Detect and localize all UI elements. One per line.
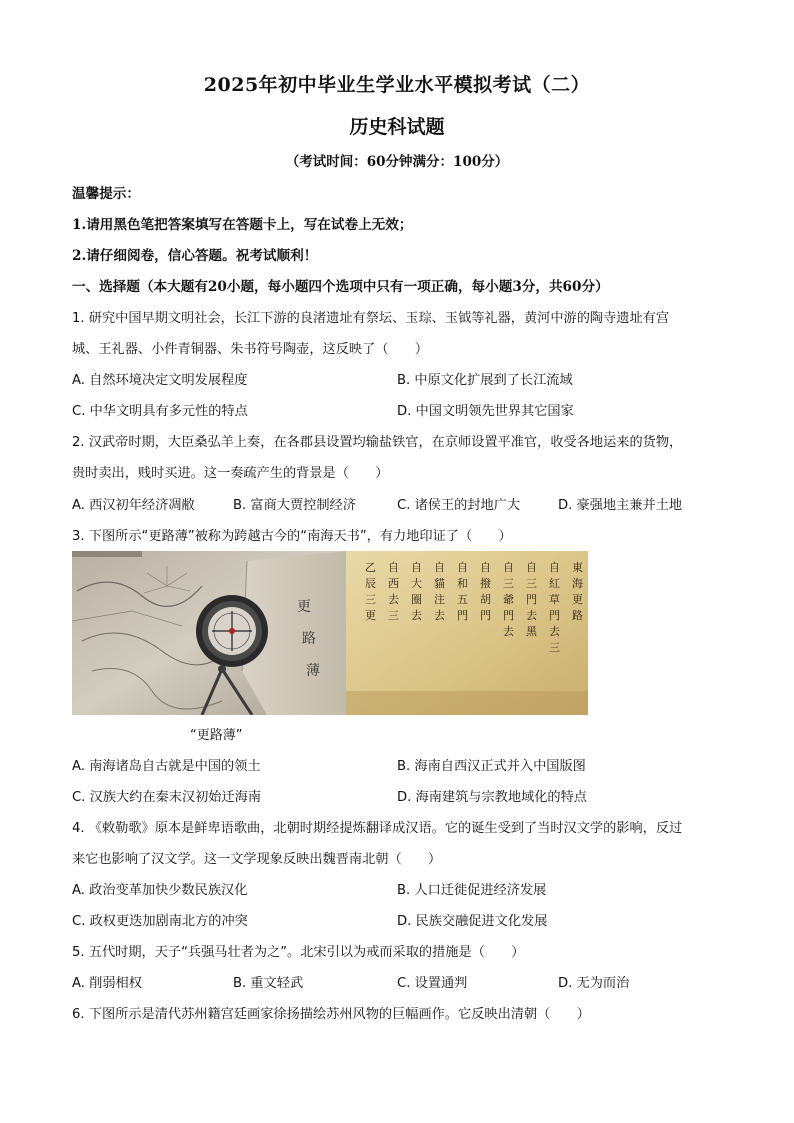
tip-item: 1.请用黑色笔把答案填写在答题卡上，写在试卷上无效； [72,217,413,233]
question-4-option-b: B. 人口迁徙促进经济发展 [397,883,547,898]
question-1-line: 城、王礼器、小件青铜器、朱书符号陶壶，这反映了（ ） [72,342,429,357]
figure-caption: “更路薄” [190,728,243,743]
manuscript-photo [346,551,588,715]
question-2-line: 2. 汉武帝时期，大臣桑弘羊上奏，在各郡县设置均输盐铁官，在京师设置平准官，收受各地运来的货物， [72,435,683,450]
question-4-option-c: C. 政权更迭加剧南北方的冲突 [72,914,248,929]
manuscript-column: 乙辰三更 [365,561,376,622]
manuscript-illustration [346,551,588,715]
manuscript-column: 自和五門 [457,561,468,622]
question-4-option-a: A. 政治变革加快少数民族汉化 [72,883,248,898]
manuscript-column: 自大圈去 [411,561,422,622]
tips-heading: 温馨提示： [72,186,140,202]
manuscript-column: 東海更路 [572,561,583,622]
question-2-option-a: A. 西汉初年经济凋敝 [72,498,195,513]
question-5-option-a: A. 削弱相权 [72,976,142,991]
question-1-option-d: D. 中国文明领先世界其它国家 [397,404,574,419]
question-5-option-c: C. 设置通判 [397,976,468,991]
question-1-option-c: C. 中华文明具有多元性的特点 [72,404,248,419]
question-5-line: 5. 五代时期，天子“兵强马壮者为之”。北宋引以为戒而采取的措施是（ ） [72,945,525,960]
question-3-option-a: A. 南海诸岛自古就是中国的领土 [72,759,261,774]
question-4-line: 来它也影响了汉文学。这一文学现象反映出魏晋南北朝（ ） [72,852,442,867]
manuscript-column: 自西去三 [388,561,399,622]
question-1-line: 1. 研究中国早期文明社会，长江下游的良渚遗址有祭坛、玉琮、玉钺等礼器，黄河中游的陶寺遗址有宫 [72,311,670,326]
question-5-option-b: B. 重文轻武 [233,976,304,991]
question-3-option-d: D. 海南建筑与宗教地域化的特点 [397,790,587,805]
question-4-line: 4. 《敕勒歌》原本是鲜卑语歌曲，北朝时期经提炼翻译成汉语。它的诞生受到了当时汉文学的影响，反过 [72,821,683,836]
gengLubu-photo [72,551,346,715]
manuscript-column: 自貓注去 [434,561,445,622]
manuscript-column: 自撥胡門 [480,561,491,622]
book-title-char: 薄 [306,663,320,679]
subject-title: 历史科试题 [349,116,445,138]
manuscript-column: 自三門去黑 [526,561,537,638]
map-compass-illustration [72,551,346,715]
tip-item: 2.请仔细阅卷，信心答题。祝考试顺利！ [72,248,318,264]
question-4-option-d: D. 民族交融促进文化发展 [397,914,548,929]
exam-info: （考试时间：60分钟满分：100分） [285,154,509,170]
section-heading: 一、选择题（本大题有20小题，每小题四个选项中只有一项正确，每小题3分，共60分） [72,279,609,295]
book-title-char: 路 [302,631,316,647]
manuscript-column: 自紅草門去三 [549,561,560,654]
question-2-line: 贵时卖出，贱时买进。这一奏疏产生的背景是（ ） [72,466,389,481]
question-3-option-b: B. 海南自西汉正式并入中国版图 [397,759,586,774]
question-2-option-b: B. 富商大贾控制经济 [233,498,356,513]
question-3-line: 3. 下图所示“更路薄”被称为跨越古今的“南海天书”，有力地印证了（ ） [72,529,512,544]
book-title-char: 更 [297,599,311,615]
question-1-option-b: B. 中原文化扩展到了长江流域 [397,373,573,388]
question-5-option-d: D. 无为而治 [558,976,630,991]
question-2-option-c: C. 诸侯王的封地广大 [397,498,521,513]
question-6-line: 6. 下图所示是清代苏州籍宫廷画家徐扬描绘苏州风物的巨幅画作。它反映出清朝（ ） [72,1007,590,1022]
question-3-option-c: C. 汉族大约在秦末汉初始迁海南 [72,790,262,805]
exam-title: 2025年初中毕业生学业水平模拟考试（二） [203,74,591,96]
question-2-option-d: D. 豪强地主兼并土地 [558,498,683,513]
question-1-option-a: A. 自然环境决定文明发展程度 [72,373,248,388]
manuscript-column: 自三爺門去 [503,561,514,638]
